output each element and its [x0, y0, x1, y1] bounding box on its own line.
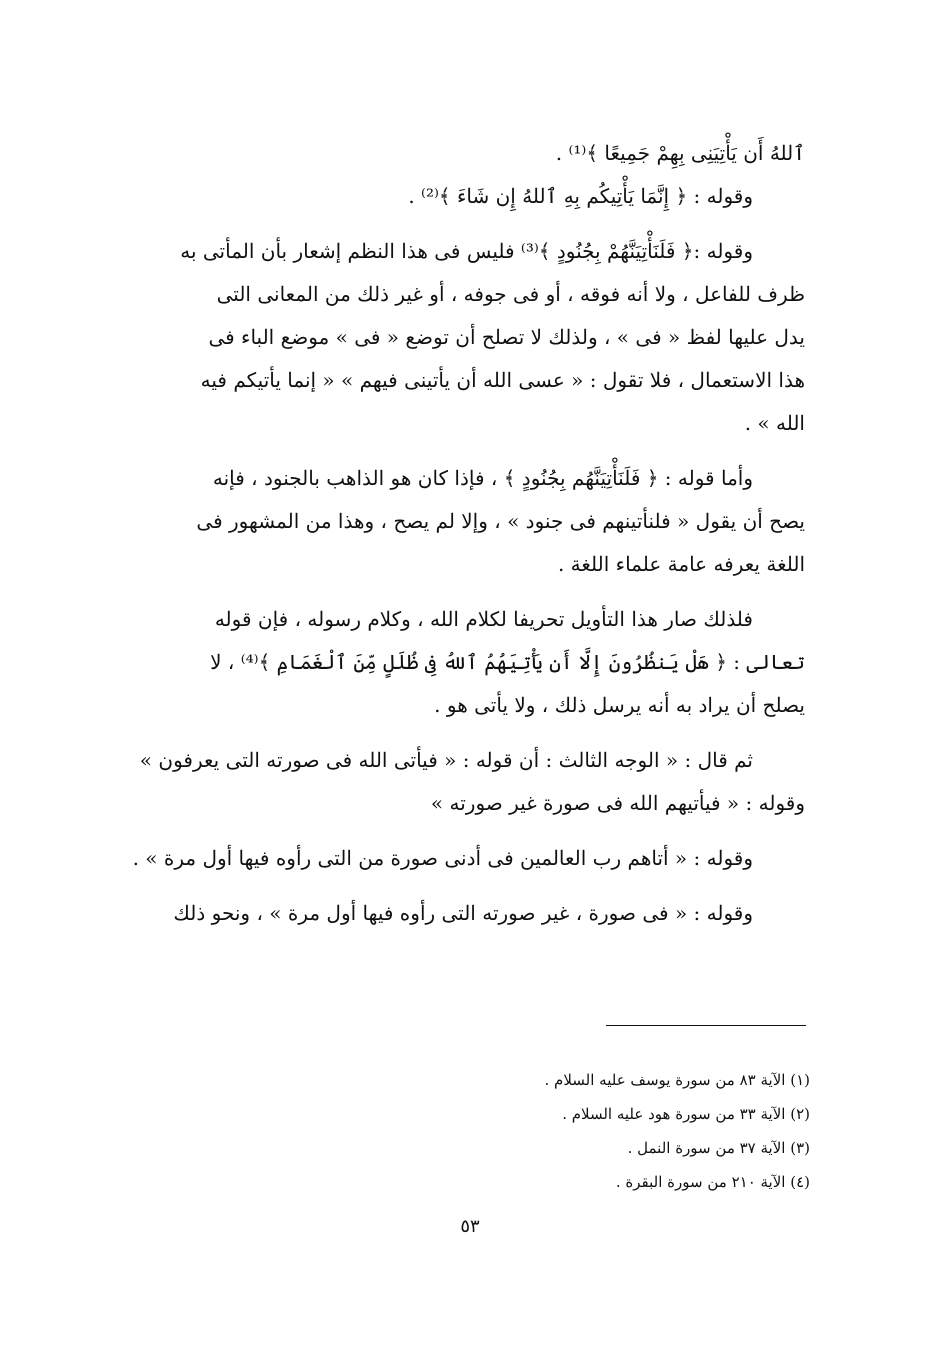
text-line: تعالى : ﴿ هَلْ يَنظُرُونَ إِلَّا أَن يَأْتِيَهُمُ ٱللهُ فِى ظُلَلٍ مِّنَ ٱلْغَمَامِ ﴾⁽⁴⁾ ، لا	[210, 650, 805, 674]
text-line: وقوله : « فى صورة ، غير صورته التى رأوه فيها أول مرة » ، ونحو ذلك	[173, 901, 753, 925]
main-text	[125, 132, 805, 935]
text-line: يصح أن يقول « فلنأتينهم فى جنود » ، وإلا لم يصح ، وهذا من المشهور فى	[196, 509, 805, 533]
text-line: وقوله : ﴿ إِنَّمَا يَأْتِيكُم بِهِ ٱللهُ إِن شَاءَ ﴾⁽²⁾ .	[408, 184, 753, 208]
text-line: وقوله :﴿ فَلَنَأْتِيَنَّهُمْ بِجُنُودٍ ﴾⁽³⁾ فليس فى هذا النظم إشعار بأن المأتى به	[180, 239, 753, 263]
text-line: ظرف للفاعل ، ولا أنه فوقه ، أو فى جوفه ، أو غير ذلك من المعانى التى	[216, 282, 805, 306]
page-number: ٥٣	[460, 1216, 480, 1237]
text-line: وقوله : « أتاهم رب العالمين فى أدنى صورة من التى رأوه فيها أول مرة » .	[132, 846, 753, 870]
footnote: (٣) الآية ٣٧ من سورة النمل .	[627, 1139, 810, 1157]
text-line: يصلح أن يراد به أنه يرسل ذلك ، ولا يأتى هو .	[434, 693, 805, 717]
footnotes	[440, 1063, 810, 1199]
text-line: وأما قوله : ﴿ فَلَنَأْتِيَنَّهُم بِجُنُودٍ ﴾ ، فإذا كان هو الذاهب بالجنود ، فإنه	[212, 466, 753, 490]
text-line: الله » .	[744, 411, 805, 435]
footnote: (١) الآية ٨٣ من سورة يوسف عليه السلام .	[544, 1071, 810, 1089]
footnote-separator	[606, 1025, 806, 1026]
text-line: يدل عليها لفظ « فى » ، ولذلك لا تصلح أن توضع « فى » موضع الباء فى	[208, 325, 805, 349]
text-line: فلذلك صار هذا التأويل تحريفا لكلام الله ، وكلام رسوله ، فإن قوله	[214, 607, 753, 631]
footnote: (٢) الآية ٣٣ من سورة هود عليه السلام .	[562, 1105, 810, 1123]
text-line: ٱللهُ أَن يَأْتِيَنِى بِهِمْ جَمِيعًا ﴾⁽¹⁾ .	[555, 141, 805, 165]
text-line: هذا الاستعمال ، فلا تقول : « عسى الله أن يأتينى فيهم » « إنما يأتيكم فيه	[200, 368, 805, 392]
text-line: ثم قال : « الوجه الثالث : أن قوله : « فيأتى الله فى صورته التى يعرفون »	[139, 748, 753, 772]
text-line: وقوله : « فيأتيهم الله فى صورة غير صورته »	[430, 791, 805, 815]
footnote: (٤) الآية ٢١٠ من سورة البقرة .	[615, 1173, 810, 1191]
text-line: اللغة يعرفه عامة علماء اللغة .	[557, 552, 805, 576]
